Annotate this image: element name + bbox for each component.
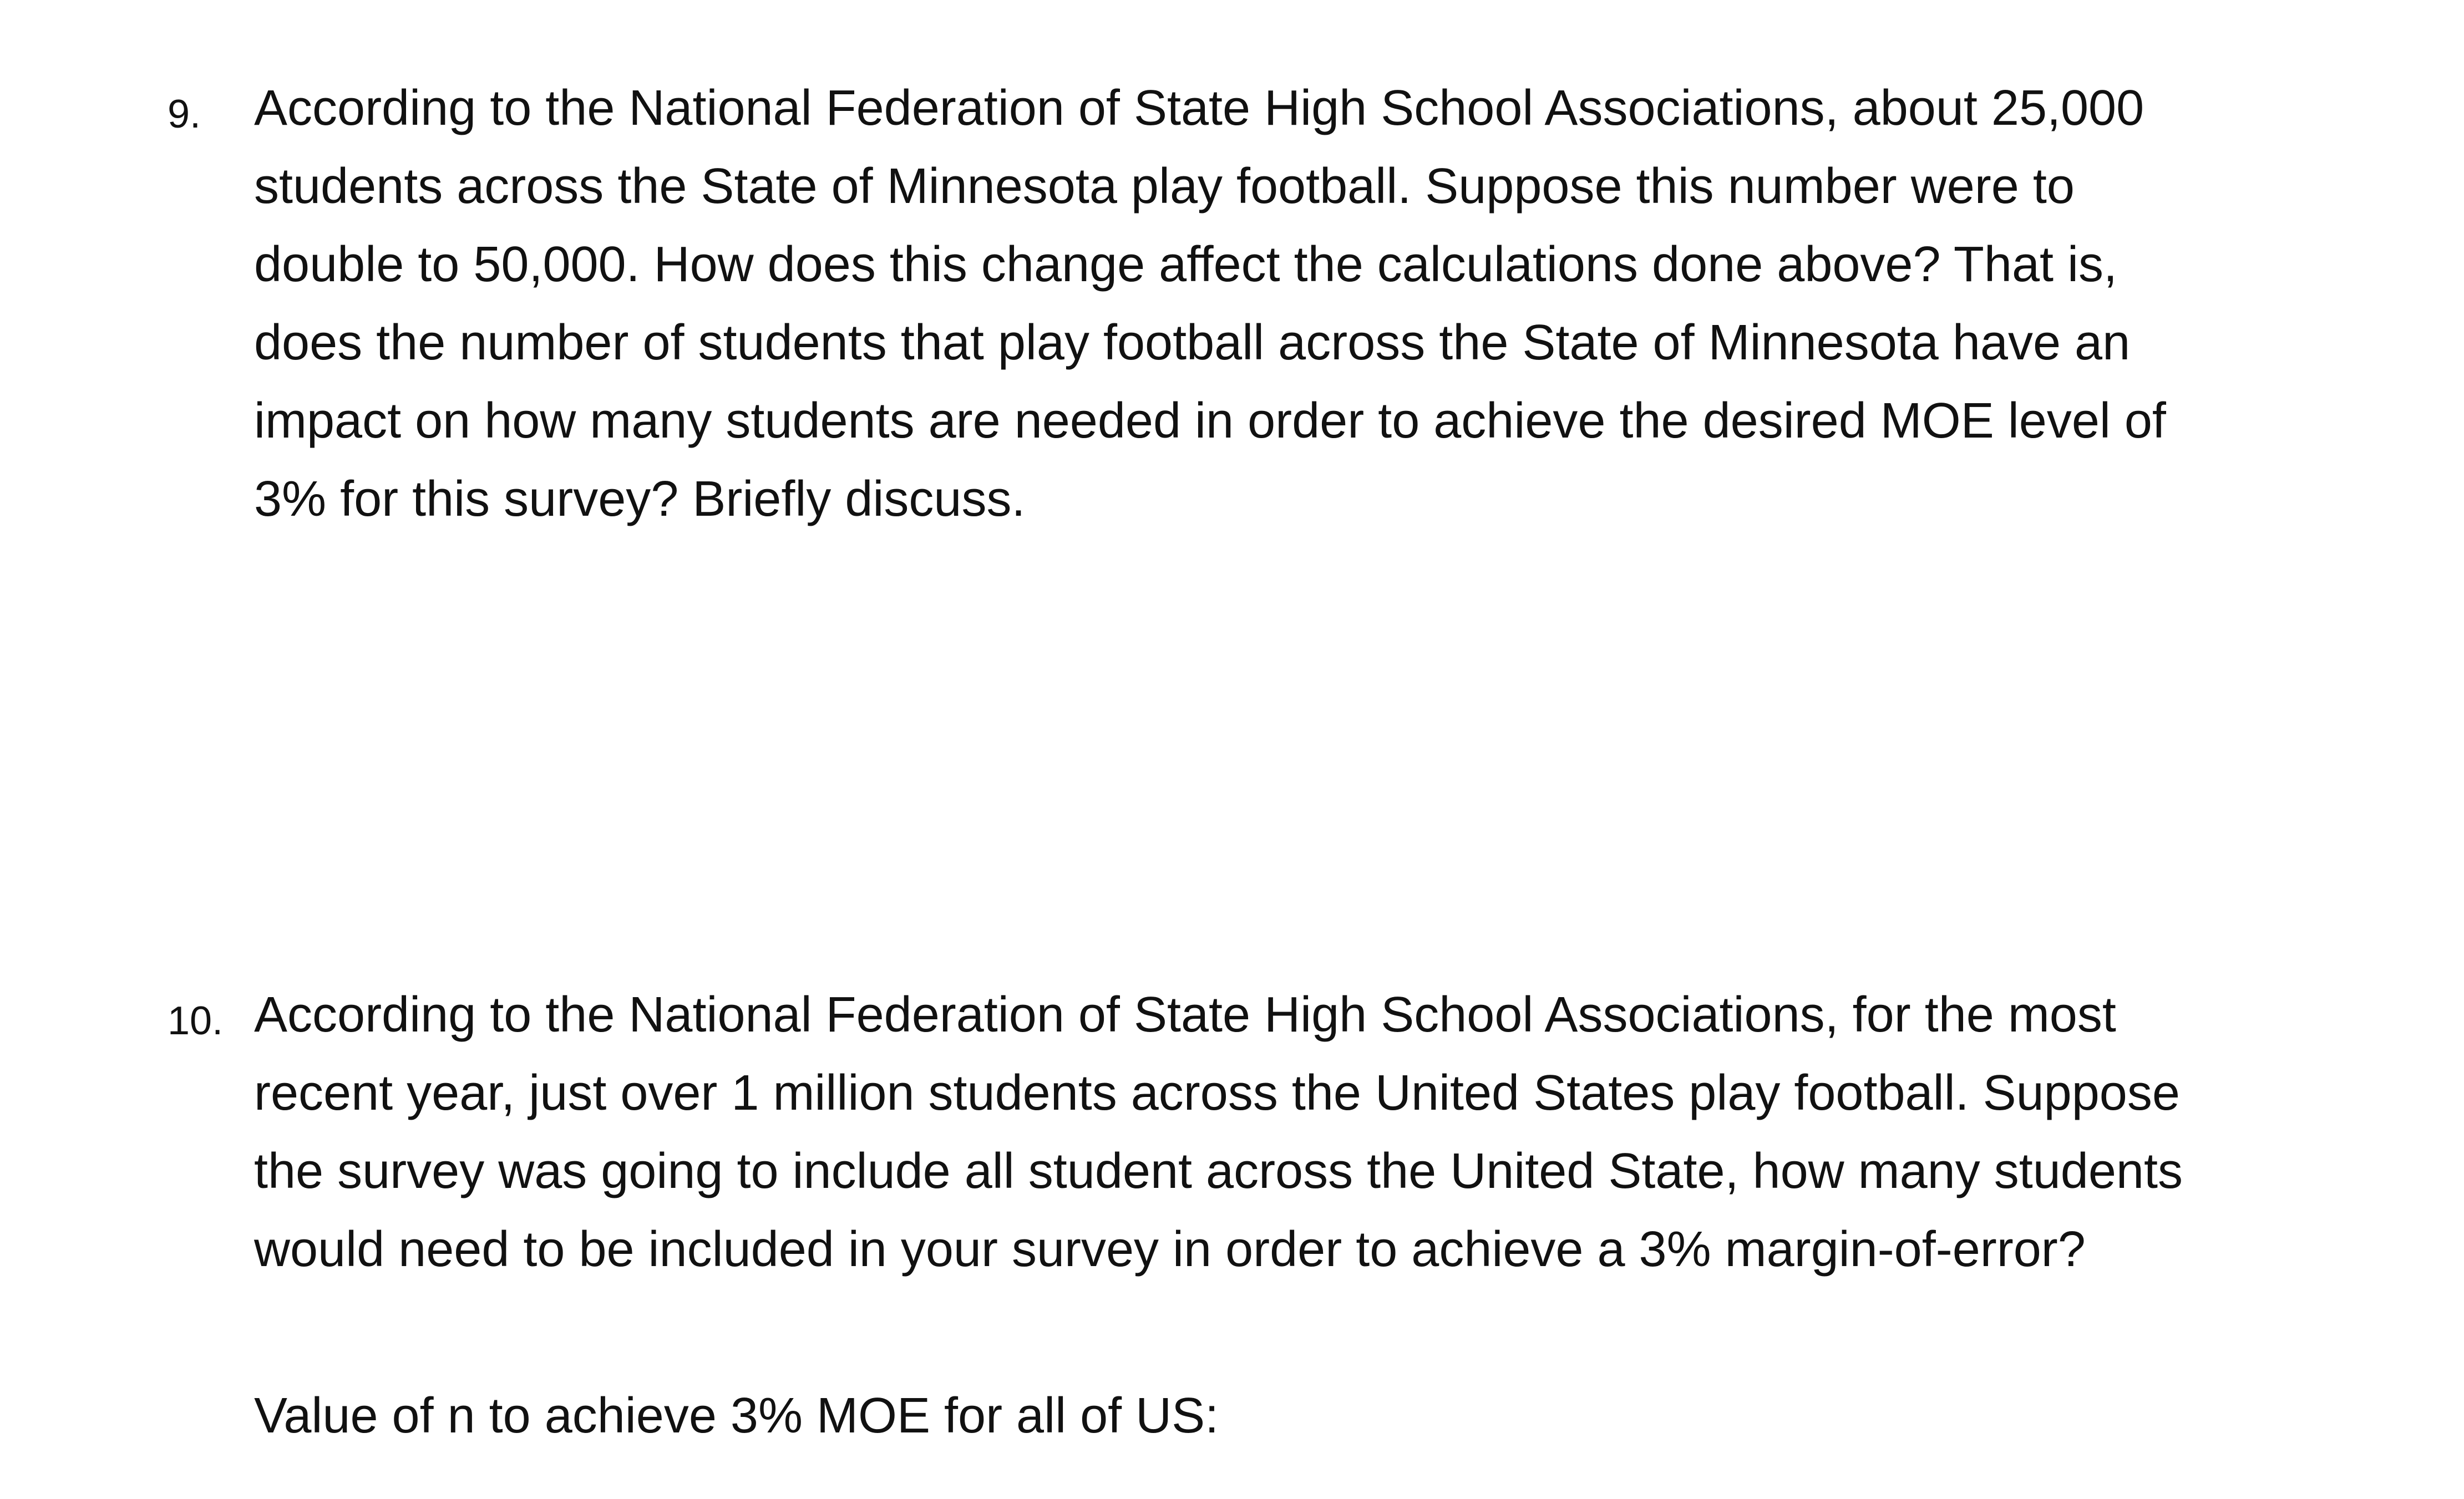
answer-prompt: Value of n to achieve 3% MOE for all of US: [254, 1388, 1219, 1444]
question-text-line: would need to be included in your survey in order to achieve a 3% margin-of-error? [254, 1222, 2086, 1277]
question-text-line: students across the State of Minnesota play football. Suppose this number were to [254, 159, 2075, 214]
question-text-line: 3% for this survey? Briefly discuss. [254, 471, 1026, 527]
question-number: 9. [168, 92, 201, 136]
question-text-line: impact on how many students are needed in order to achieve the desired MOE level of [254, 393, 2166, 449]
question-text-line: recent year, just over 1 million students across the United States play football. Suppose [254, 1065, 2180, 1121]
question-text-line: double to 50,000. How does this change affect the calculations done above? That is, [254, 237, 2118, 292]
question-number: 10. [168, 999, 224, 1043]
question-text-line: does the number of students that play football across the State of Minnesota have an [254, 315, 2131, 370]
question-text-line: According to the National Federation of State High School Associations, about 25,000 [254, 80, 2144, 136]
question-text-line: According to the National Federation of State High School Associations, for the most [254, 987, 2116, 1043]
question-text-line: the survey was going to include all student across the United State, how many students [254, 1144, 2183, 1199]
